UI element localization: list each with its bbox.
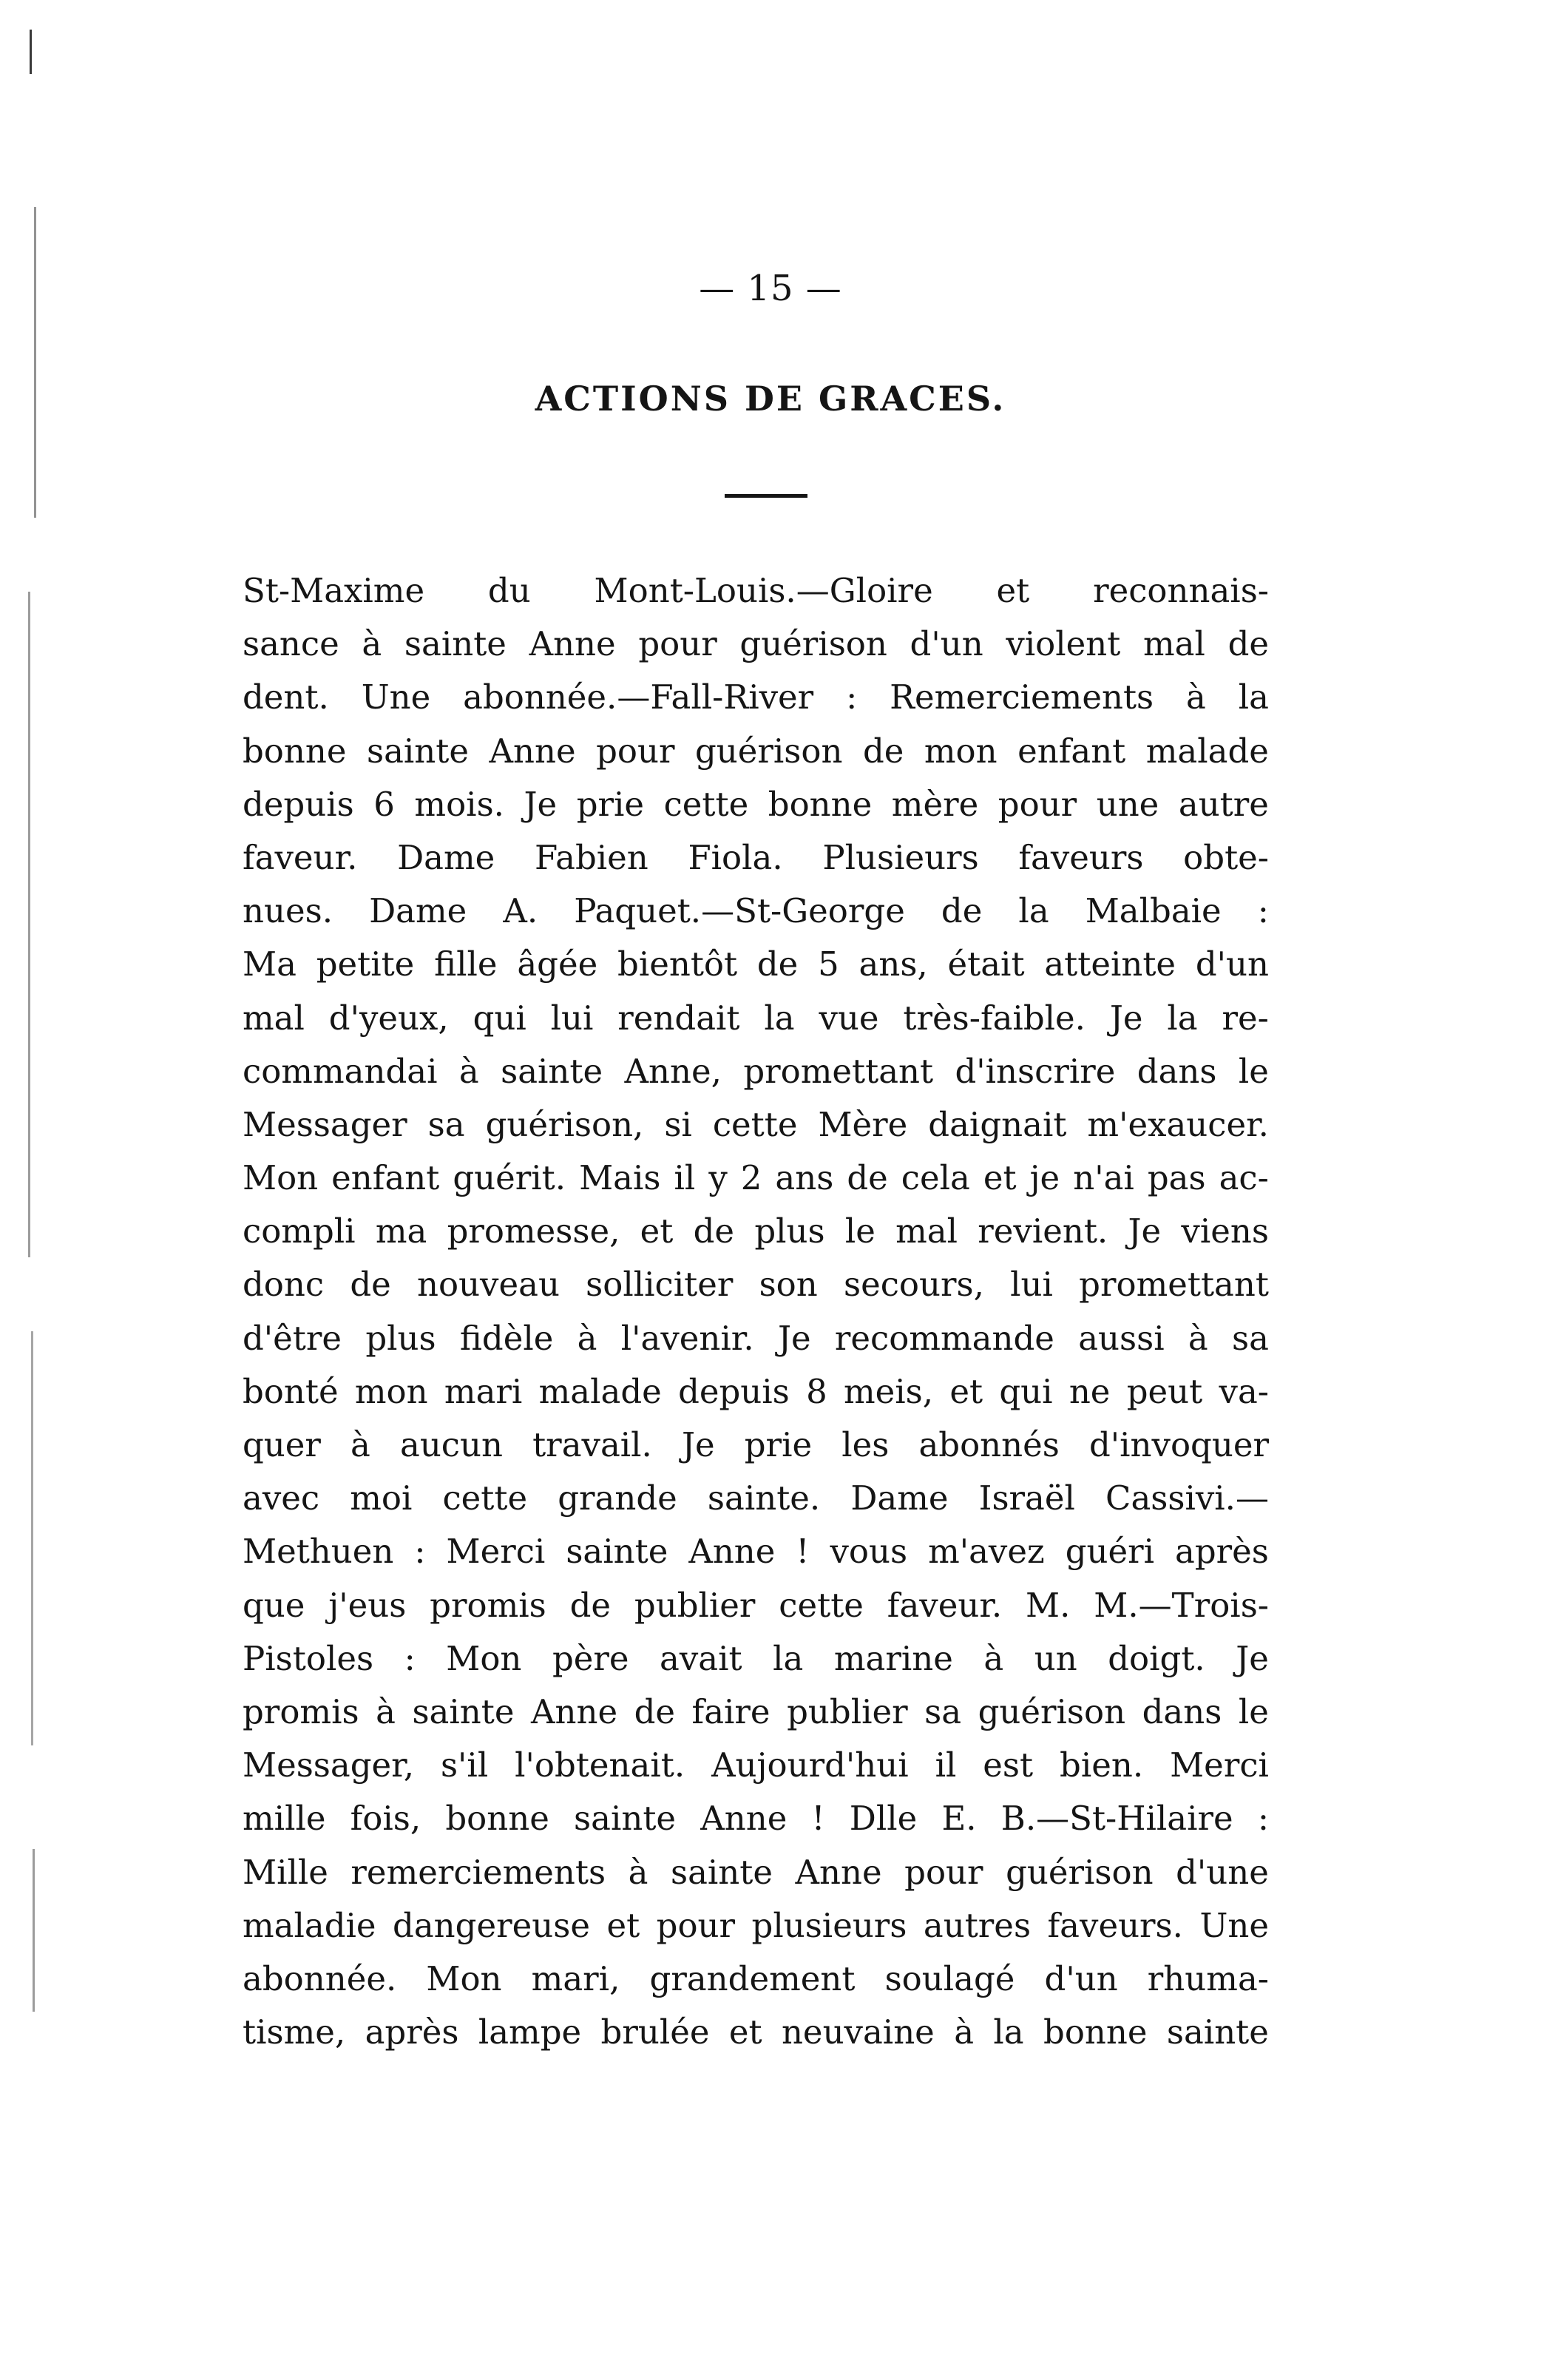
- word: d'un: [1195, 944, 1269, 984]
- word: St-Maxime: [243, 571, 425, 610]
- text-line: [243, 1692, 1269, 1745]
- word: :: [404, 1638, 416, 1678]
- word: mal: [243, 998, 305, 1038]
- text-line: [243, 731, 1269, 785]
- word: Pistoles: [243, 1638, 374, 1678]
- word: A.: [503, 891, 538, 931]
- word: promis: [430, 1585, 546, 1625]
- word: daignait: [928, 1104, 1067, 1144]
- word: grande: [558, 1478, 677, 1518]
- word: mois.: [414, 784, 504, 824]
- text-line: [243, 785, 1269, 838]
- word: de: [756, 944, 799, 984]
- word: Anne: [700, 1799, 788, 1839]
- word: 8: [806, 1371, 827, 1411]
- word: mal: [895, 1211, 958, 1251]
- word: :: [846, 677, 858, 717]
- word: plus: [365, 1318, 436, 1358]
- word: à: [376, 1691, 396, 1731]
- page-number: — 15 —: [699, 268, 842, 309]
- word: sainte: [1166, 2012, 1269, 2052]
- word: bonté: [243, 1371, 339, 1411]
- word: et: [949, 1371, 983, 1411]
- word: lui: [550, 998, 594, 1038]
- word: promesse,: [447, 1211, 620, 1251]
- word: de: [941, 891, 983, 931]
- word: la: [1018, 891, 1049, 931]
- word: à: [350, 1425, 370, 1464]
- word: bonne: [768, 784, 873, 824]
- word: de: [350, 1265, 391, 1305]
- word: quer: [243, 1425, 321, 1464]
- word: publier: [787, 1691, 908, 1731]
- word: d'yeux,: [328, 998, 449, 1038]
- word: d'un: [1044, 1958, 1118, 1998]
- word: solliciter: [586, 1265, 734, 1305]
- word: secours,: [843, 1265, 984, 1305]
- word: Messager: [243, 1104, 407, 1144]
- word: autre: [1178, 784, 1269, 824]
- word: Anne: [688, 1532, 776, 1572]
- word: de: [847, 1158, 888, 1198]
- word: âgée: [517, 944, 598, 984]
- word: j'eus: [328, 1585, 407, 1625]
- word: le: [1238, 1691, 1269, 1731]
- word: recommande: [834, 1318, 1054, 1358]
- word: Je: [524, 784, 558, 824]
- word: Mon: [446, 1638, 522, 1678]
- word: Mon: [426, 1958, 502, 1998]
- word: guérison: [694, 731, 843, 771]
- word: très-faible.: [903, 998, 1086, 1038]
- word: fidèle: [459, 1318, 554, 1358]
- word: atteinte: [1044, 944, 1176, 984]
- word: Dlle: [849, 1799, 918, 1839]
- scan-edge-mark: [30, 30, 32, 74]
- word: autres: [923, 1905, 1032, 1945]
- word: faveur.: [887, 1585, 1003, 1625]
- word: Je: [1109, 998, 1143, 1038]
- word: Paquet.—St-George: [574, 891, 905, 931]
- word: mille: [243, 1799, 326, 1839]
- word: la: [1167, 998, 1198, 1038]
- text-line: [243, 624, 1269, 677]
- word: lui: [1010, 1265, 1053, 1305]
- word: sainte: [566, 1532, 668, 1572]
- text-line: [243, 1853, 1269, 1906]
- word: à: [628, 1852, 648, 1892]
- word: va-: [1219, 1371, 1269, 1411]
- word: sainte: [670, 1852, 773, 1892]
- word: Une: [1199, 1905, 1269, 1945]
- word: Anne: [529, 624, 616, 664]
- word: fois,: [350, 1799, 421, 1839]
- word: du: [487, 571, 531, 610]
- word: m'avez: [928, 1532, 1045, 1572]
- word: plusieurs: [751, 1905, 907, 1945]
- word: Une: [361, 677, 431, 717]
- word: nouveau: [417, 1265, 560, 1305]
- word: Ma: [243, 944, 297, 984]
- word: d'être: [243, 1318, 342, 1358]
- title-rule: [725, 494, 807, 498]
- word: peut: [1126, 1371, 1203, 1411]
- word: à: [362, 624, 382, 664]
- word: abonnée.: [243, 1958, 397, 1998]
- word: sainte: [501, 1051, 603, 1091]
- word: M.: [1026, 1585, 1071, 1625]
- text-line: [243, 1745, 1269, 1799]
- word: pour: [656, 1905, 736, 1945]
- word: nues.: [243, 891, 333, 931]
- text-line: [243, 677, 1269, 731]
- word: rendait: [617, 998, 740, 1038]
- word: reconnais-: [1093, 571, 1269, 610]
- word: Je: [681, 1425, 715, 1464]
- word: sa: [1232, 1318, 1269, 1358]
- word: commandai: [243, 1051, 438, 1091]
- word: la: [764, 998, 795, 1038]
- word: enfant: [1017, 731, 1126, 771]
- word: sainte: [366, 731, 469, 771]
- word: mon: [924, 731, 998, 771]
- word: ac-: [1219, 1158, 1269, 1198]
- word: mal: [1143, 624, 1205, 664]
- word: après: [1175, 1532, 1269, 1572]
- word: il: [674, 1158, 696, 1198]
- word: ans,: [858, 944, 928, 984]
- word: Cassivi.—: [1105, 1478, 1269, 1518]
- word: doigt.: [1108, 1638, 1205, 1678]
- word: pour: [596, 731, 675, 771]
- word: depuis: [678, 1371, 790, 1411]
- word: ans: [775, 1158, 834, 1198]
- word: faveur.: [243, 837, 358, 877]
- text-line: [243, 571, 1269, 624]
- word: tisme,: [243, 2012, 346, 2052]
- word: promettant: [1079, 1265, 1269, 1305]
- word: donc: [243, 1265, 325, 1305]
- scan-edge-mark: [28, 592, 30, 1257]
- word: compli: [243, 1211, 356, 1251]
- scan-edge-mark: [34, 207, 36, 518]
- word: Fiola.: [688, 837, 783, 877]
- word: grandement: [649, 1958, 856, 1998]
- word: Je: [1236, 1638, 1269, 1678]
- word: bonne: [445, 1799, 549, 1839]
- word: avec: [243, 1478, 320, 1518]
- word: !: [811, 1799, 825, 1839]
- word: pour: [904, 1852, 983, 1892]
- word: à: [577, 1318, 597, 1358]
- word: dent.: [243, 677, 329, 717]
- word: cette: [442, 1478, 528, 1518]
- word: Mère: [818, 1104, 908, 1144]
- word: dangereuse: [393, 1905, 590, 1945]
- word: guéri: [1065, 1532, 1155, 1572]
- word: m'exaucer.: [1087, 1104, 1269, 1144]
- word: bien.: [1060, 1745, 1144, 1785]
- word: vous: [830, 1532, 908, 1572]
- word: il: [935, 1745, 957, 1785]
- word: cela: [901, 1158, 970, 1198]
- word: cette: [663, 784, 749, 824]
- word: sainte: [574, 1799, 677, 1839]
- word: guérison: [739, 624, 887, 664]
- word: violent: [1006, 624, 1121, 664]
- word: si: [664, 1104, 692, 1144]
- text-line: [243, 1372, 1269, 1425]
- word: le: [1238, 1051, 1269, 1091]
- text-line: [243, 1478, 1269, 1532]
- word: sainte: [412, 1691, 515, 1731]
- word: E.: [941, 1799, 977, 1839]
- word: obte-: [1183, 837, 1269, 877]
- scan-edge-mark: [31, 1331, 33, 1745]
- word: bientôt: [617, 944, 738, 984]
- word: sainte: [404, 624, 507, 664]
- word: 5: [818, 944, 839, 984]
- word: mari,: [531, 1958, 620, 1998]
- word: sa: [427, 1104, 465, 1144]
- word: guérison,: [485, 1104, 644, 1144]
- text-line: [243, 1425, 1269, 1478]
- text-line: [243, 1319, 1269, 1372]
- word: :: [1257, 891, 1269, 931]
- word: re-: [1222, 998, 1269, 1038]
- word: avait: [660, 1638, 742, 1678]
- word: malade: [538, 1371, 662, 1411]
- word: et: [983, 1158, 1017, 1198]
- word: d'invoquer: [1088, 1425, 1269, 1464]
- word: marine: [833, 1638, 953, 1678]
- word: et: [728, 2012, 762, 2052]
- word: Merci: [446, 1532, 546, 1572]
- word: les: [841, 1425, 890, 1464]
- word: Dame: [369, 891, 467, 931]
- word: faveurs: [1018, 837, 1144, 877]
- word: Malbaie: [1085, 891, 1222, 931]
- word: est: [983, 1745, 1034, 1785]
- word: était: [947, 944, 1025, 984]
- word: malade: [1145, 731, 1269, 771]
- word: Remerciements: [890, 677, 1154, 717]
- word: Anne: [795, 1852, 882, 1892]
- word: Mon: [243, 1158, 319, 1198]
- word: 2: [740, 1158, 762, 1198]
- word: vue: [819, 998, 879, 1038]
- word: pour: [638, 624, 717, 664]
- word: maladie: [243, 1905, 376, 1945]
- text-line: [243, 1959, 1269, 2012]
- word: et: [640, 1211, 674, 1251]
- word: cette: [712, 1104, 798, 1144]
- word: viens: [1181, 1211, 1269, 1251]
- word: une: [1096, 784, 1159, 824]
- word: neuvaine: [781, 2012, 935, 2052]
- word: d'un: [910, 624, 983, 664]
- word: Mais: [579, 1158, 661, 1198]
- word: prie: [744, 1425, 813, 1464]
- word: Je: [777, 1318, 811, 1358]
- text-line: [243, 1105, 1269, 1158]
- word: rhuma-: [1147, 1958, 1269, 1998]
- word: publier: [634, 1585, 756, 1625]
- word: brulée: [600, 2012, 710, 2052]
- word: guérison: [978, 1691, 1126, 1731]
- word: d'une: [1176, 1852, 1269, 1892]
- text-line: [243, 1639, 1269, 1692]
- text-line: [243, 1265, 1269, 1318]
- word: à: [1188, 1318, 1208, 1358]
- text-line: [243, 1906, 1269, 1959]
- word: travail.: [532, 1425, 652, 1464]
- word: petite: [316, 944, 415, 984]
- text-line: [243, 998, 1269, 1052]
- body-text: [243, 571, 1269, 2066]
- word: cette: [779, 1585, 864, 1625]
- word: moi: [350, 1478, 413, 1518]
- word: remerciements: [350, 1852, 606, 1892]
- word: son: [759, 1265, 818, 1305]
- word: sance: [243, 624, 339, 664]
- word: guérison: [1006, 1852, 1154, 1892]
- word: à: [954, 2012, 975, 2052]
- word: pas: [1147, 1158, 1206, 1198]
- word: :: [414, 1532, 426, 1572]
- word: abonnée.—Fall-River: [463, 677, 814, 717]
- word: à: [458, 1051, 479, 1091]
- word: Plusieurs: [822, 837, 979, 877]
- word: de: [693, 1211, 735, 1251]
- text-line: [243, 1052, 1269, 1105]
- word: n'ai: [1073, 1158, 1134, 1198]
- word: s'il: [440, 1745, 489, 1785]
- word: Messager,: [243, 1745, 415, 1785]
- word: Merci: [1170, 1745, 1269, 1785]
- word: dans: [1137, 1051, 1217, 1091]
- text-line: [243, 1799, 1269, 1852]
- word: ma: [375, 1211, 427, 1251]
- word: plus: [754, 1211, 825, 1251]
- word: qui: [999, 1371, 1053, 1411]
- word: père: [552, 1638, 629, 1678]
- word: meis,: [843, 1371, 934, 1411]
- word: l'avenir.: [620, 1318, 754, 1358]
- word: d'inscrire: [955, 1051, 1116, 1091]
- text-line: [243, 1586, 1269, 1639]
- word: ne: [1068, 1371, 1111, 1411]
- word: la: [1238, 677, 1269, 717]
- word: pour: [998, 784, 1077, 824]
- word: à: [983, 1638, 1004, 1678]
- word: le: [844, 1211, 876, 1251]
- word: !: [796, 1532, 810, 1572]
- word: promis: [243, 1691, 359, 1731]
- word: de: [569, 1585, 612, 1625]
- word: que: [243, 1585, 305, 1625]
- word: prie: [576, 784, 645, 824]
- word: dans: [1142, 1691, 1222, 1731]
- word: enfant: [331, 1158, 440, 1198]
- word: Methuen: [243, 1532, 394, 1572]
- text-line: [243, 944, 1269, 998]
- word: faire: [691, 1691, 770, 1731]
- word: faveurs.: [1047, 1905, 1183, 1945]
- word: depuis: [243, 784, 354, 824]
- word: qui: [473, 998, 526, 1038]
- word: mère: [891, 784, 979, 824]
- word: y: [708, 1158, 728, 1198]
- word: mon: [354, 1371, 428, 1411]
- word: de: [862, 731, 904, 771]
- word: de: [634, 1691, 676, 1731]
- word: un: [1034, 1638, 1077, 1678]
- word: soulagé: [884, 1958, 1015, 1998]
- word: la: [993, 2012, 1024, 2052]
- word: Mont-Louis.—Gloire: [594, 571, 933, 610]
- word: Anne: [489, 731, 576, 771]
- section-title: ACTIONS DE GRACES.: [535, 379, 1006, 419]
- word: et: [996, 571, 1030, 610]
- word: M.—Trois-: [1094, 1585, 1269, 1625]
- text-line: [243, 891, 1269, 944]
- word: bonne: [243, 731, 347, 771]
- word: sainte.: [707, 1478, 821, 1518]
- text-line: [243, 2012, 1269, 2066]
- word: bonne: [1043, 2012, 1148, 2052]
- word: après: [365, 2012, 459, 2052]
- word: aucun: [400, 1425, 503, 1464]
- word: Israël: [978, 1478, 1075, 1518]
- text-line: [243, 1158, 1269, 1211]
- text-line: [243, 1532, 1269, 1585]
- word: sa: [924, 1691, 962, 1731]
- word: guérit.: [453, 1158, 566, 1198]
- word: l'obtenait.: [515, 1745, 685, 1785]
- word: de: [1227, 624, 1269, 664]
- text-line: [243, 1211, 1269, 1265]
- word: la: [773, 1638, 804, 1678]
- word: 6: [373, 784, 395, 824]
- word: revient.: [978, 1211, 1108, 1251]
- word: Mille: [243, 1852, 328, 1892]
- word: aussi: [1078, 1318, 1165, 1358]
- word: Dame: [397, 837, 495, 877]
- word: Je: [1128, 1211, 1162, 1251]
- word: Dame: [850, 1478, 949, 1518]
- word: Aujourd'hui: [711, 1745, 909, 1785]
- word: je: [1029, 1158, 1060, 1198]
- word: à: [1186, 677, 1206, 717]
- word: B.—St-Hilaire: [1000, 1799, 1233, 1839]
- word: mari: [444, 1371, 523, 1411]
- word: :: [1257, 1799, 1269, 1839]
- scan-edge-mark: [33, 1849, 35, 2012]
- text-line: [243, 838, 1269, 891]
- word: promettant: [743, 1051, 934, 1091]
- word: Anne: [530, 1691, 618, 1731]
- word: lampe: [478, 2012, 582, 2052]
- word: abonnés: [918, 1425, 1060, 1464]
- word: Fabien: [534, 837, 648, 877]
- word: fille: [434, 944, 498, 984]
- word: et: [606, 1905, 640, 1945]
- word: Anne,: [624, 1051, 722, 1091]
